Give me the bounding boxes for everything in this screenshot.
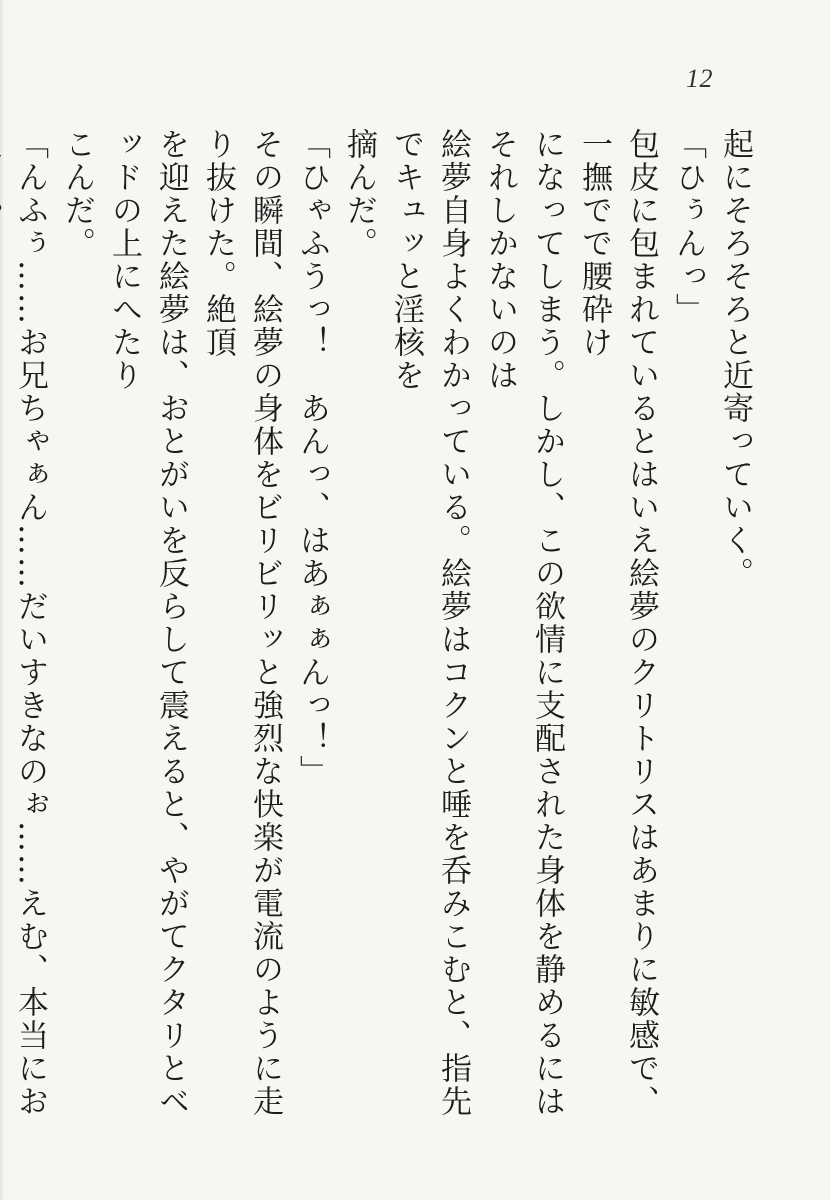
text-line: 絵夢自身よくわかっている。絵夢はコクンと唾を呑みこむと、指先でキュッと淫核を xyxy=(388,128,471,1118)
vertical-text-block xyxy=(0,128,758,1128)
text-line: 起にそろそろと近寄っていく。 xyxy=(717,128,753,590)
text-line: を迎えた絵夢は、おとがいを反らして震えると、やがてクタリとベッドの上にへたり xyxy=(106,128,189,1118)
text-line: になってしまう。しかし、この欲情に支配された身体を静めるにはそれしかないのは xyxy=(482,128,565,1118)
text-line: 包皮に包まれているとはいえ絵夢のクリトリスはあまりに敏感で、一撫でで腰砕け xyxy=(576,128,659,1118)
text-line: 「ひぅんっ」 xyxy=(670,128,706,326)
page-number: 12 xyxy=(686,64,713,93)
text-line: その瞬間、絵夢の身体をビリビリッと強烈な快楽が電流のように走り抜けた。絶頂 xyxy=(200,128,283,1118)
text-line: 「ひゃふうっ！ あんっ、はあぁぁんっ！」 xyxy=(294,128,330,788)
text-line: こんだ。 xyxy=(59,128,95,260)
text-line: 「んふぅ……お兄ちゃぁん……だいすきなのぉ……えむ、本当にお xyxy=(12,128,48,1118)
text-line: 摘んだ。 xyxy=(341,128,377,260)
